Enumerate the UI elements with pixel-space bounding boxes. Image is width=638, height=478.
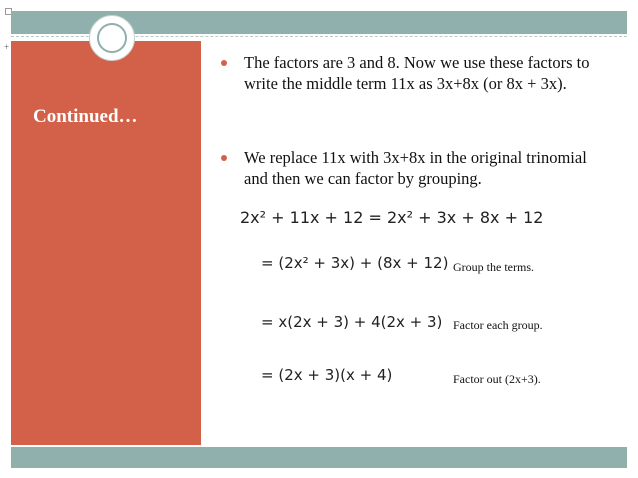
bullet-replace bbox=[226, 147, 606, 189]
bottom-footer-bar bbox=[11, 447, 627, 468]
step-factorout-note: Factor out (2x+3). bbox=[453, 372, 541, 386]
decorative-circle-icon bbox=[89, 15, 135, 61]
title-panel bbox=[11, 41, 201, 445]
inner-ring-icon bbox=[97, 23, 127, 53]
step-factor-expression: = x(2x + 3) + 4(2x + 3) bbox=[261, 313, 443, 331]
bullet-factors bbox=[226, 52, 606, 94]
step-group-expression: = (2x² + 3x) + (8x + 12) bbox=[261, 254, 449, 272]
bullet-text: We replace 11x with 3x+8x in the original trinomial and then we can factor by grouping. bbox=[244, 148, 587, 188]
equation-main: 2x² + 11x + 12 = 2x² + 3x + 8x + 12 bbox=[240, 208, 544, 227]
bullet-text: The factors are 3 and 8. Now we use these factors to write the middle term 11x as 3x+8x (or 8x + 3x). bbox=[244, 53, 590, 93]
step-group-note: Group the terms. bbox=[453, 260, 534, 274]
slide-title: Continued… bbox=[33, 106, 138, 127]
bullet-dot-icon bbox=[221, 60, 227, 66]
plus-mark-icon: + bbox=[4, 42, 10, 52]
step-factorout-expression: = (2x + 3)(x + 4) bbox=[261, 366, 393, 384]
step-factor-note: Factor each group. bbox=[453, 318, 543, 332]
bullet-dot-icon bbox=[221, 155, 227, 161]
